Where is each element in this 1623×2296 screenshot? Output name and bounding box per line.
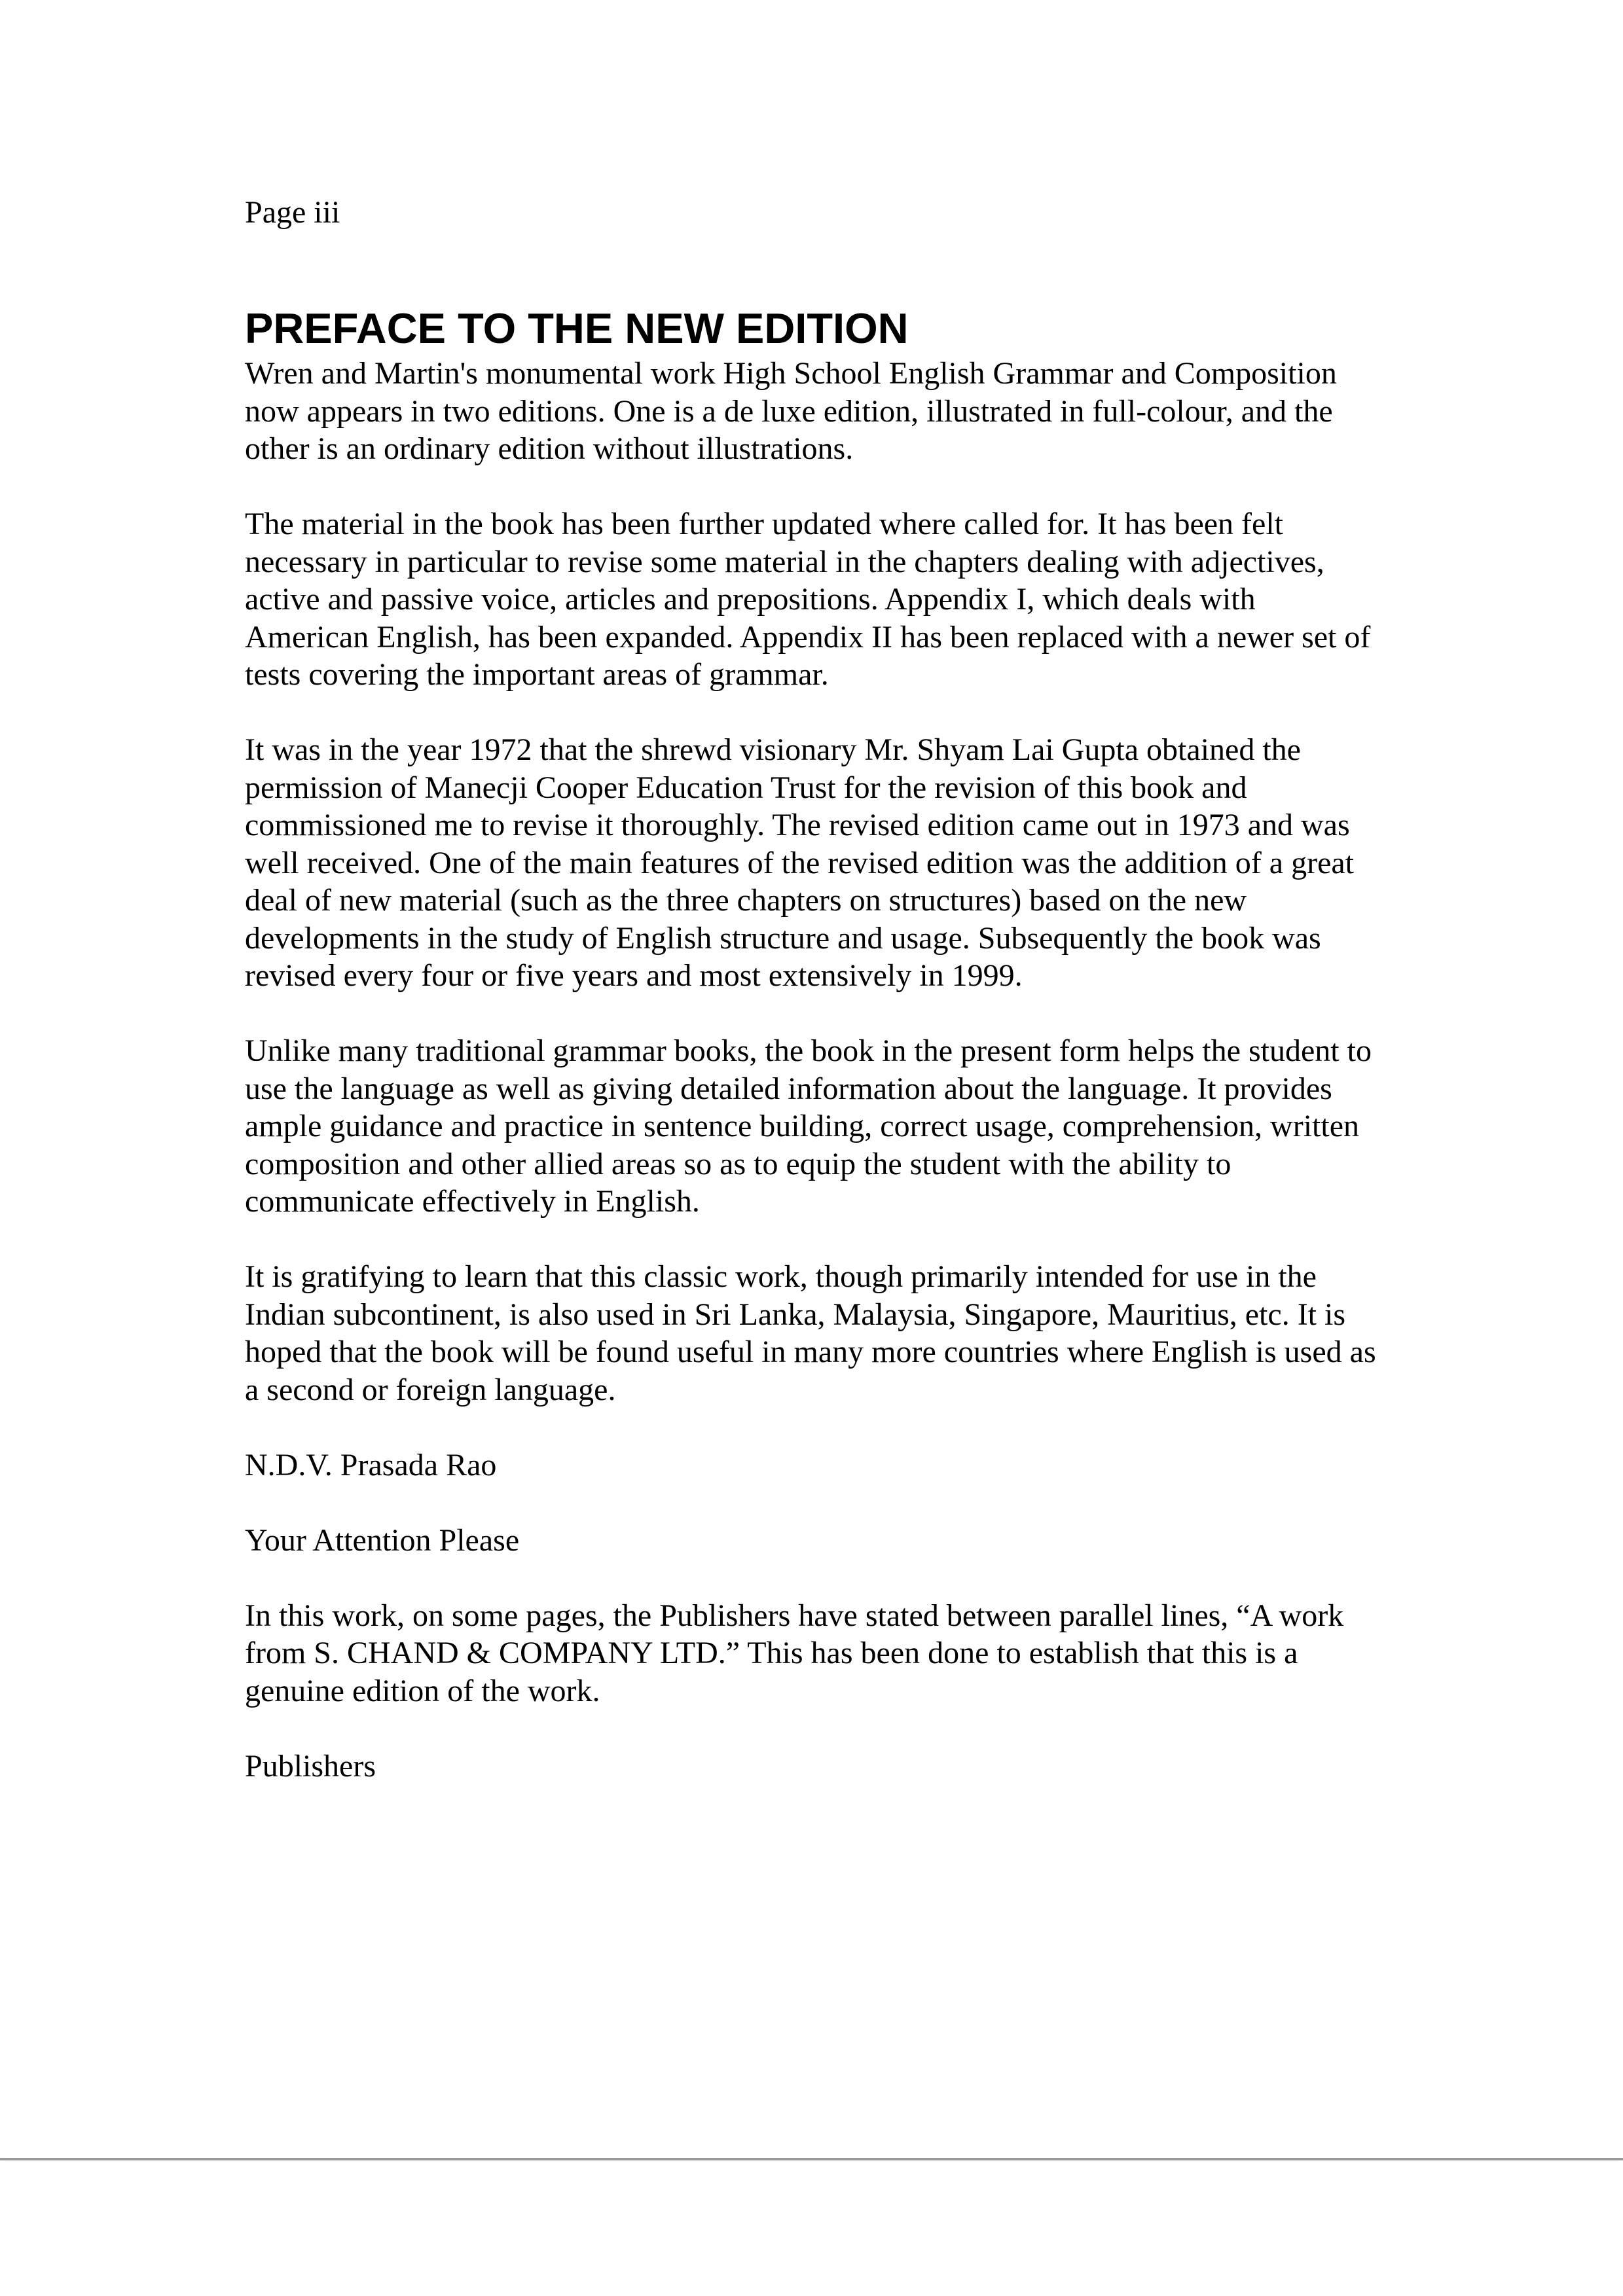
notice-heading: Your Attention Please xyxy=(245,1522,520,1558)
paragraph-updates: The material in the book has been further updated where called for. It has been felt necessary in particular to revise some material in the chapters dealing with adjectives, active and passive voice, articles and prepositions. Appendix I, which deals with American English, has been expanded. Appendix II has been replaced with a newer set of tests covering the important areas of grammar. xyxy=(245,507,1371,692)
paragraph-editions: Wren and Martin's monumental work High School English Grammar and Composition now appears in two editions. One is a de luxe edition, illustrated in full-colour, and the other is an ordinary edition without illustrations. xyxy=(245,356,1337,466)
page-number-label: Page iii xyxy=(245,195,340,230)
paragraph-approach: Unlike many traditional grammar books, the book in the present form helps the student to use the language as well as giving detailed information about the language. It provides ample guidance and practice in sentence building, correct usage, comprehension, written composition and other allied areas so as to equip the student with the ability to communicate effectively in English. xyxy=(245,1033,1372,1219)
page-bottom-divider xyxy=(0,2158,1623,2160)
paragraph-usage: It is gratifying to learn that this classic work, though primarily intended for use in the Indian subcontinent, is also used in Sri Lanka, Malaysia, Singapore, Mauritius, etc. It is hoped that the book will be found useful in many more countries where English is used as a second or foreign language. xyxy=(245,1259,1376,1407)
page-title: PREFACE TO THE NEW EDITION xyxy=(245,304,909,352)
paragraph-history: It was in the year 1972 that the shrewd visionary Mr. Shyam Lai Gupta obtained the permission of Manecji Cooper Education Trust for the revision of this book and commissioned me to revise it thoroughly. The revised edition came out in 1973 and was well received. One of the main features of the revised edition was the addition of a great deal of new material (such as the three chapters on structures) based on the new developments in the study of English structure and usage. Subsequently the book was revised every four or five years and most extensively in 1999. xyxy=(245,732,1355,993)
author-signature: N.D.V. Prasada Rao xyxy=(245,1447,497,1482)
publishers-signoff: Publishers xyxy=(245,1748,376,1784)
document-body xyxy=(245,302,1508,1823)
notice-text: In this work, on some pages, the Publishers have stated between parallel lines, “A work from S. CHAND & COMPANY LTD.” This has been done to establish that this is a genuine edition of the work. xyxy=(245,1598,1344,1708)
